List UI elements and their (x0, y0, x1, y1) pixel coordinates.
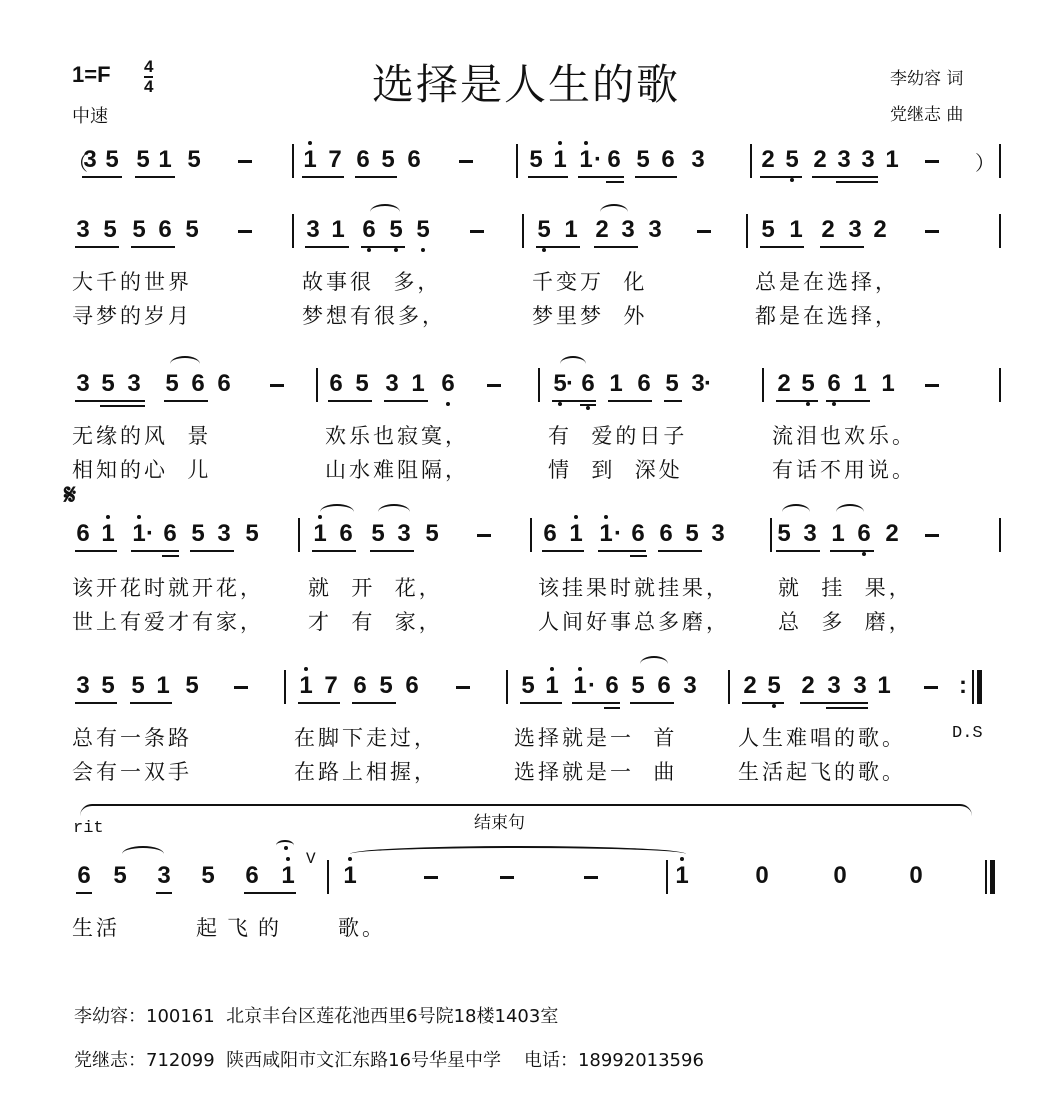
note: 2 (595, 216, 609, 243)
lyric-v2: 在路上相握， (294, 760, 438, 784)
fermata-dot (284, 846, 288, 850)
note: 6 (361, 218, 377, 242)
coda-bracket (80, 804, 972, 820)
note: 5 (191, 520, 205, 547)
note: 7 (324, 672, 338, 699)
lyric-v2: 情 到 深处 (548, 458, 683, 482)
note: 6 (661, 146, 675, 173)
note: 2 (777, 370, 791, 397)
underline (830, 550, 874, 552)
note: 3 (648, 216, 662, 243)
underline (826, 400, 870, 402)
note: 1 (280, 864, 296, 888)
lyric-v1: 就 开 花， (308, 576, 443, 600)
note: 6 (856, 522, 872, 546)
dot: · (588, 672, 596, 699)
dash (477, 534, 491, 537)
underline (826, 707, 868, 709)
lyric-v1: 该开花时就开花， (72, 576, 264, 600)
underline (361, 246, 405, 248)
underline (536, 246, 580, 248)
note: 5 (101, 672, 115, 699)
note: 1 (877, 672, 891, 699)
underline (776, 400, 818, 402)
note: 6 (76, 520, 90, 547)
note: 6 (826, 372, 842, 396)
note: 5 (185, 216, 199, 243)
underline (384, 400, 428, 402)
lyric-v1: 选择就是一 首 (514, 726, 678, 750)
note: 5 (777, 520, 791, 547)
note: 5 (761, 216, 775, 243)
underline (572, 702, 620, 704)
close-paren: ） (975, 151, 995, 175)
note: 1 (578, 148, 594, 172)
barline (327, 860, 329, 894)
underline (156, 892, 172, 894)
lyric-v1: 在脚下走过， (294, 726, 438, 750)
dash (470, 230, 484, 233)
underline (542, 550, 584, 552)
note: 3 (76, 216, 90, 243)
dash (697, 230, 711, 233)
underline (742, 702, 784, 704)
note: 2 (885, 520, 899, 547)
note: 5 (388, 218, 404, 242)
underline (604, 707, 620, 709)
lyric-v1: 歌。 (338, 916, 386, 940)
final-barline (990, 860, 995, 894)
note: 3 (683, 672, 697, 699)
dash (238, 160, 252, 163)
note: 5 (552, 372, 568, 396)
lyric-v2: 世上有爱才有家， (72, 610, 264, 634)
note: 3 (385, 370, 399, 397)
score-line-6 (0, 850, 1050, 924)
dash (584, 876, 598, 879)
barline (298, 518, 300, 552)
barline (999, 144, 1001, 178)
slur (122, 846, 164, 862)
note: 3 (157, 862, 171, 889)
dash (456, 686, 470, 689)
underline (131, 550, 179, 552)
barline (506, 670, 508, 704)
note: 6 (191, 370, 205, 397)
underline (370, 550, 414, 552)
lyric-v1: 就 挂 果， (778, 576, 913, 600)
underline (298, 702, 340, 704)
tie (350, 846, 686, 862)
note: 3 (711, 520, 725, 547)
dash (924, 686, 938, 689)
underline (305, 246, 349, 248)
note: 5 (766, 674, 782, 698)
underline (820, 246, 864, 248)
note: 1 (411, 370, 425, 397)
underline (130, 702, 172, 704)
note: 5 (131, 672, 145, 699)
barline (999, 214, 1001, 248)
dot: · (566, 370, 574, 397)
slur (640, 656, 668, 672)
note: 5 (103, 216, 117, 243)
note: 1 (552, 148, 568, 172)
barline (666, 860, 668, 894)
open-paren: （ (68, 151, 88, 175)
note: 2 (873, 216, 887, 243)
underline (312, 550, 356, 552)
lyric-v2: 选择就是一 曲 (514, 760, 678, 784)
lyric-v2: 有话不用说。 (772, 458, 916, 482)
note: 3 (803, 520, 817, 547)
score-line-1 (0, 148, 1050, 208)
segno-icon: 𝄋 (64, 478, 77, 511)
ds-marking: D.S (952, 724, 983, 743)
note: 6 (339, 520, 353, 547)
lyric-v1: 有 爱的日子 (548, 424, 688, 448)
barline (292, 214, 294, 248)
barline (999, 368, 1001, 402)
note: 5 (800, 372, 816, 396)
lyric-v2: 梦想有很多， (302, 304, 446, 328)
note: 7 (328, 146, 342, 173)
barline (522, 214, 524, 248)
note: 5 (415, 218, 431, 242)
lyric-v2: 才 有 家， (308, 610, 443, 634)
underline (606, 181, 624, 183)
rit-marking: rit (73, 819, 104, 838)
note: 1 (156, 672, 170, 699)
note: 0 (909, 862, 923, 889)
note: 6 (607, 146, 621, 173)
note: 3 (621, 216, 635, 243)
note: 3 (397, 520, 411, 547)
note: 3 (83, 146, 97, 173)
note: 3 (691, 370, 705, 397)
slur (320, 504, 354, 520)
barline (728, 670, 730, 704)
lyric-v2: 生活起飞的歌。 (738, 760, 906, 784)
underline (635, 176, 677, 178)
underline (302, 176, 344, 178)
coda-label: 结束句 (474, 813, 525, 833)
underline (658, 550, 702, 552)
lyric-v1: 流泪也欢乐。 (772, 424, 916, 448)
lyric-v1: 生活 (72, 916, 120, 940)
time-signature (144, 58, 153, 96)
lyric-v1: 该挂果时就挂果， (538, 576, 730, 600)
note: 6 (657, 672, 671, 699)
note: 1 (853, 370, 867, 397)
meter-top: 4 (144, 57, 154, 76)
note: 6 (440, 372, 456, 396)
lyric-v2: 会有一双手 (72, 760, 192, 784)
underline (164, 400, 208, 402)
note: 2 (743, 672, 757, 699)
underline (75, 400, 145, 402)
underline (75, 246, 119, 248)
note: 6 (356, 146, 370, 173)
note: 1 (598, 522, 614, 546)
slur (378, 504, 410, 520)
note: 5 (355, 370, 369, 397)
note: 5 (371, 520, 385, 547)
note: 3 (848, 216, 862, 243)
underline (580, 404, 596, 406)
underline (552, 400, 596, 402)
dash (459, 160, 473, 163)
note: 6 (158, 216, 172, 243)
note: 5 (665, 370, 679, 397)
note: 1 (885, 146, 899, 173)
underline (520, 702, 562, 704)
note: 1 (609, 370, 623, 397)
note: 1 (158, 146, 172, 173)
note: 3 (861, 146, 875, 173)
note: 6 (631, 520, 645, 547)
note: 5 (136, 146, 150, 173)
underline (135, 176, 175, 178)
underline (328, 400, 372, 402)
note: 6 (543, 520, 557, 547)
note: 6 (405, 672, 419, 699)
note: 2 (813, 146, 827, 173)
barline (516, 144, 518, 178)
slur (782, 504, 810, 520)
dot: · (614, 520, 622, 547)
underline (812, 176, 878, 178)
dash (925, 160, 939, 163)
note: 5 (529, 146, 543, 173)
note: 5 (425, 520, 439, 547)
note: 5 (685, 520, 699, 547)
note: 6 (580, 372, 596, 396)
note: 5 (636, 146, 650, 173)
note: 1 (312, 522, 328, 546)
barline (538, 368, 540, 402)
lyric-v2: 人间好事总多磨， (538, 610, 730, 634)
note: 1 (568, 522, 584, 546)
lyric-v2: 山水难阻隔， (325, 458, 469, 482)
note: 1 (298, 674, 314, 698)
final-barline (977, 670, 982, 704)
note: 2 (801, 672, 815, 699)
lyric-v1: 千变万 化 (532, 270, 648, 294)
note: 2 (821, 216, 835, 243)
note: 3 (127, 370, 141, 397)
dash (487, 384, 501, 387)
note: 3 (837, 146, 851, 173)
barline (972, 670, 974, 704)
barline (770, 518, 772, 552)
note: 1 (674, 864, 690, 888)
underline (131, 246, 175, 248)
note: 6 (77, 862, 91, 889)
barline (999, 518, 1001, 552)
lyric-v2: 相知的心 儿 (72, 458, 212, 482)
underline (594, 246, 638, 248)
dot: · (704, 370, 712, 397)
lyric-v1: 总有一条路 (72, 726, 192, 750)
underline (608, 400, 652, 402)
lyric-v2: 寻梦的岁月 (72, 304, 192, 328)
underline (75, 550, 117, 552)
song-title: 选择是人生的歌 (372, 60, 681, 109)
note: 5 (201, 862, 215, 889)
note: 1 (831, 520, 845, 547)
note: 1 (342, 864, 358, 888)
lyric-v2: 梦里梦 外 (532, 304, 648, 328)
underline (528, 176, 568, 178)
underline (836, 181, 878, 183)
underline (76, 892, 92, 894)
lyric-v1: 起飞的 (196, 916, 289, 940)
barline (750, 144, 752, 178)
repeat-dots: : (959, 672, 967, 699)
tempo-marking: 中速 (72, 106, 108, 127)
meter-bottom: 4 (144, 77, 154, 96)
note: 6 (245, 862, 259, 889)
underline (75, 702, 117, 704)
lyric-v2: 总 多 磨， (778, 610, 913, 634)
note: 5 (165, 370, 179, 397)
underline (355, 176, 397, 178)
underline (598, 550, 646, 552)
note: 5 (536, 218, 552, 242)
underline (100, 405, 145, 407)
lyric-v1: 人生难唱的歌。 (738, 726, 906, 750)
underline (190, 550, 234, 552)
note: 5 (185, 672, 199, 699)
underline (776, 550, 820, 552)
note: 1 (100, 522, 116, 546)
note: 3 (76, 370, 90, 397)
note: 1 (881, 370, 895, 397)
lyricist-address: 李幼容：100161 北京丰台区莲花池西里6号院18楼1403室 (74, 1006, 559, 1027)
note: 1 (544, 674, 560, 698)
note: 1 (789, 216, 803, 243)
dash (424, 876, 438, 879)
composer-address: 党继志：712099 陕西咸阳市文汇东路16号华星中学 电话：18992013596 (74, 1050, 704, 1071)
underline (800, 702, 868, 704)
key-signature: 1=F (72, 62, 111, 87)
barline (746, 214, 748, 248)
lyricist-credit: 李幼容 词 (890, 69, 964, 89)
lyric-v2: 都是在选择， (755, 304, 899, 328)
note: 5 (245, 520, 259, 547)
barline (292, 144, 294, 178)
note: 1 (564, 216, 578, 243)
barline (762, 368, 764, 402)
note: 5 (105, 146, 119, 173)
underline (760, 246, 804, 248)
underline (578, 176, 624, 178)
lyric-v1: 无缘的风 景 (72, 424, 212, 448)
dash (500, 876, 514, 879)
dash (925, 230, 939, 233)
note: 1 (331, 216, 345, 243)
lyric-v1: 欢乐也寂寞， (325, 424, 469, 448)
breath-mark-icon: V (306, 850, 316, 868)
underline (82, 176, 122, 178)
barline (316, 368, 318, 402)
note: 2 (761, 146, 775, 173)
underline (244, 892, 296, 894)
underline (630, 702, 674, 704)
note: 5 (521, 672, 535, 699)
dot: · (594, 146, 602, 173)
barline (530, 518, 532, 552)
dash (234, 686, 248, 689)
note: 6 (637, 370, 651, 397)
note: 1 (131, 522, 147, 546)
note: 5 (631, 672, 645, 699)
barline (284, 670, 286, 704)
composer-credit: 党继志 曲 (890, 105, 964, 125)
note: 1 (302, 148, 318, 172)
note: 0 (755, 862, 769, 889)
lyric-v1: 大千的世界 (72, 270, 192, 294)
note: 1 (572, 674, 588, 698)
note: 6 (217, 370, 231, 397)
note: 3 (76, 672, 90, 699)
note: 5 (132, 216, 146, 243)
note: 6 (329, 370, 343, 397)
lyric-v1: 故事很 多， (302, 270, 442, 294)
dash (238, 230, 252, 233)
barline (985, 860, 987, 894)
note: 5 (379, 672, 393, 699)
dash (925, 384, 939, 387)
dash (270, 384, 284, 387)
note: 5 (101, 370, 115, 397)
note: 3 (306, 216, 320, 243)
dot: · (146, 520, 154, 547)
slur (836, 504, 864, 520)
note: 0 (833, 862, 847, 889)
note: 3 (691, 146, 705, 173)
note: 5 (784, 148, 800, 172)
note: 5 (113, 862, 127, 889)
note: 5 (187, 146, 201, 173)
note: 3 (853, 672, 867, 699)
note: 6 (163, 520, 177, 547)
note: 6 (407, 146, 421, 173)
dash (925, 534, 939, 537)
note: 5 (381, 146, 395, 173)
underline (352, 702, 396, 704)
note: 6 (659, 520, 673, 547)
underline (760, 176, 802, 178)
underline (162, 555, 179, 557)
note: 3 (217, 520, 231, 547)
lyric-v1: 总是在选择， (755, 270, 899, 294)
note: 6 (605, 672, 619, 699)
underline (664, 400, 682, 402)
note: 6 (353, 672, 367, 699)
underline (630, 555, 647, 557)
note: 3 (827, 672, 841, 699)
